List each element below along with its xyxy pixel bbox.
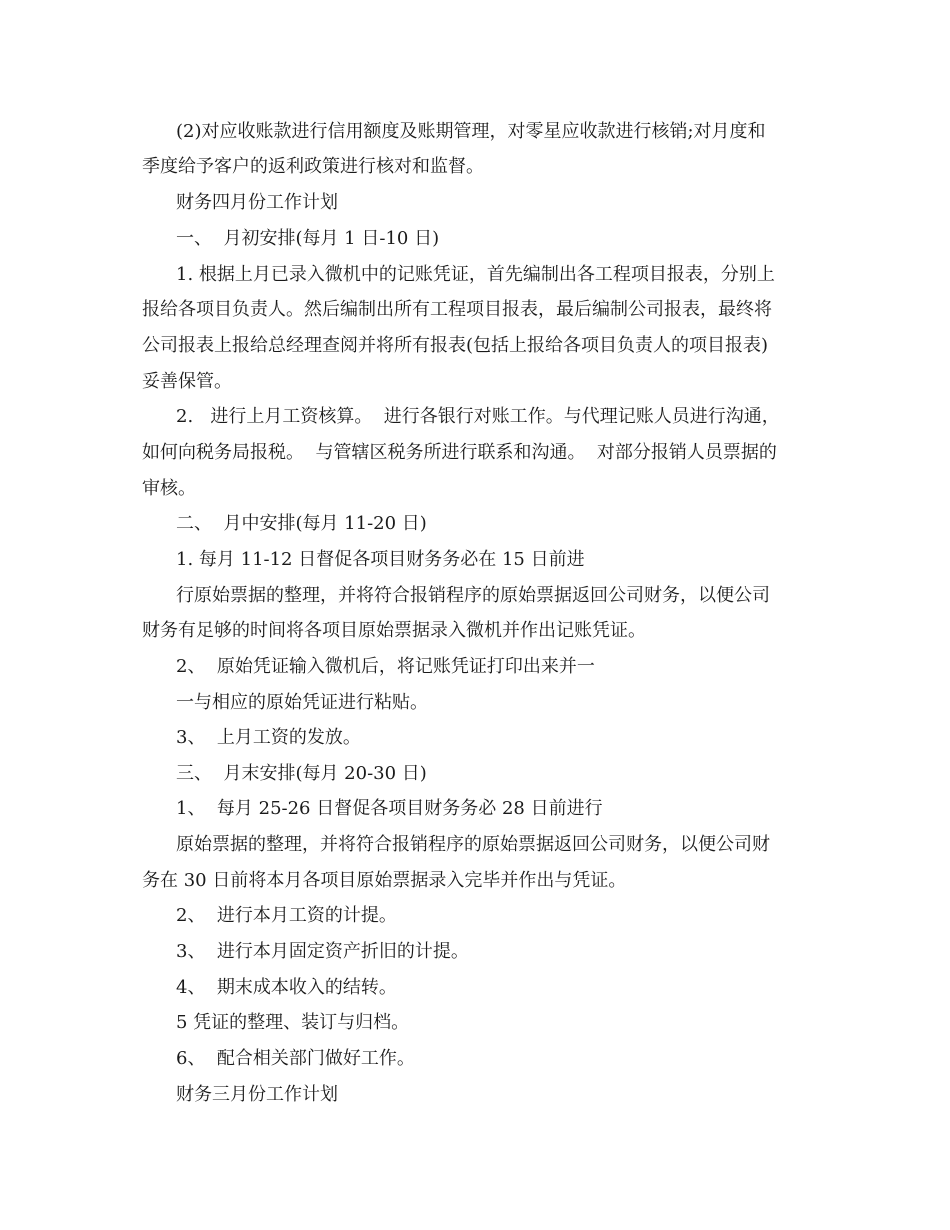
paragraph-line: 如何向税务局报税。 与管辖区税务所进行联系和沟通。 对部分报销人员票据的: [142, 442, 777, 463]
paragraph-line: 1. 根据上月已录入微机中的记账凭证，首先编制出各工程项目报表，分别上: [176, 264, 775, 285]
paragraph-line: 财务有足够的时间将各项目原始票据录入微机并作出记账凭证。: [142, 620, 646, 641]
paragraph-line: 1、 每月 25-26 日督促各项目财务务必 28 日前进行: [176, 798, 603, 819]
paragraph-line: 季度给予客户的返利政策进行核对和监督。: [142, 156, 484, 177]
paragraph-line: 审核。: [142, 478, 196, 499]
paragraph-line: 1. 每月 11-12 日督促各项目财务务必在 15 日前进: [176, 549, 585, 570]
section-title: 财务四月份工作计划: [176, 192, 338, 213]
paragraph-line: 2、 进行本月工资的计提。: [176, 905, 397, 926]
paragraph-line: 3、 上月工资的发放。: [176, 727, 361, 748]
paragraph-line: 行原始票据的整理，并将符合报销程序的原始票据返回公司财务，以便公司: [176, 585, 770, 606]
paragraph-line: 2、 原始凭证输入微机后，将记账凭证打印出来并一: [176, 656, 595, 677]
paragraph-line: 妥善保管。: [142, 371, 232, 392]
section-heading: 一、 月初安排(每月 1 日-10 日): [176, 228, 440, 249]
paragraph-line: 原始票据的整理，并将符合报销程序的原始票据返回公司财务，以便公司财: [176, 834, 770, 855]
paragraph-line: 一与相应的原始凭证进行粘贴。: [176, 692, 428, 713]
paragraph-line: 5 凭证的整理、装订与归档。: [176, 1012, 410, 1033]
section-heading: 三、 月末安排(每月 20-30 日): [176, 763, 427, 784]
paragraph-line: 务在 30 日前将本月各项目原始票据录入完毕并作出与凭证。: [142, 870, 627, 891]
section-title: 财务三月份工作计划: [176, 1084, 338, 1105]
paragraph-line: (2)对应收账款进行信用额度及账期管理，对零星应收款进行核销;对月度和: [176, 121, 766, 142]
paragraph-line: 公司报表上报给总经理查阅并将所有报表(包括上报给各项目负责人的项目报表): [142, 335, 769, 356]
section-heading: 二、 月中安排(每月 11-20 日): [176, 513, 427, 534]
paragraph-line: 3、 进行本月固定资产折旧的计提。: [176, 941, 469, 962]
paragraph-line: 4、 期末成本收入的结转。: [176, 977, 397, 998]
paragraph-line: 2. 进行上月工资核算。 进行各银行对账工作。与代理记账人员进行沟通，: [176, 406, 780, 427]
paragraph-line: 6、 配合相关部门做好工作。: [176, 1048, 415, 1069]
paragraph-line: 报给各项目负责人。然后编制出所有工程项目报表，最后编制公司报表，最终将: [142, 299, 772, 320]
